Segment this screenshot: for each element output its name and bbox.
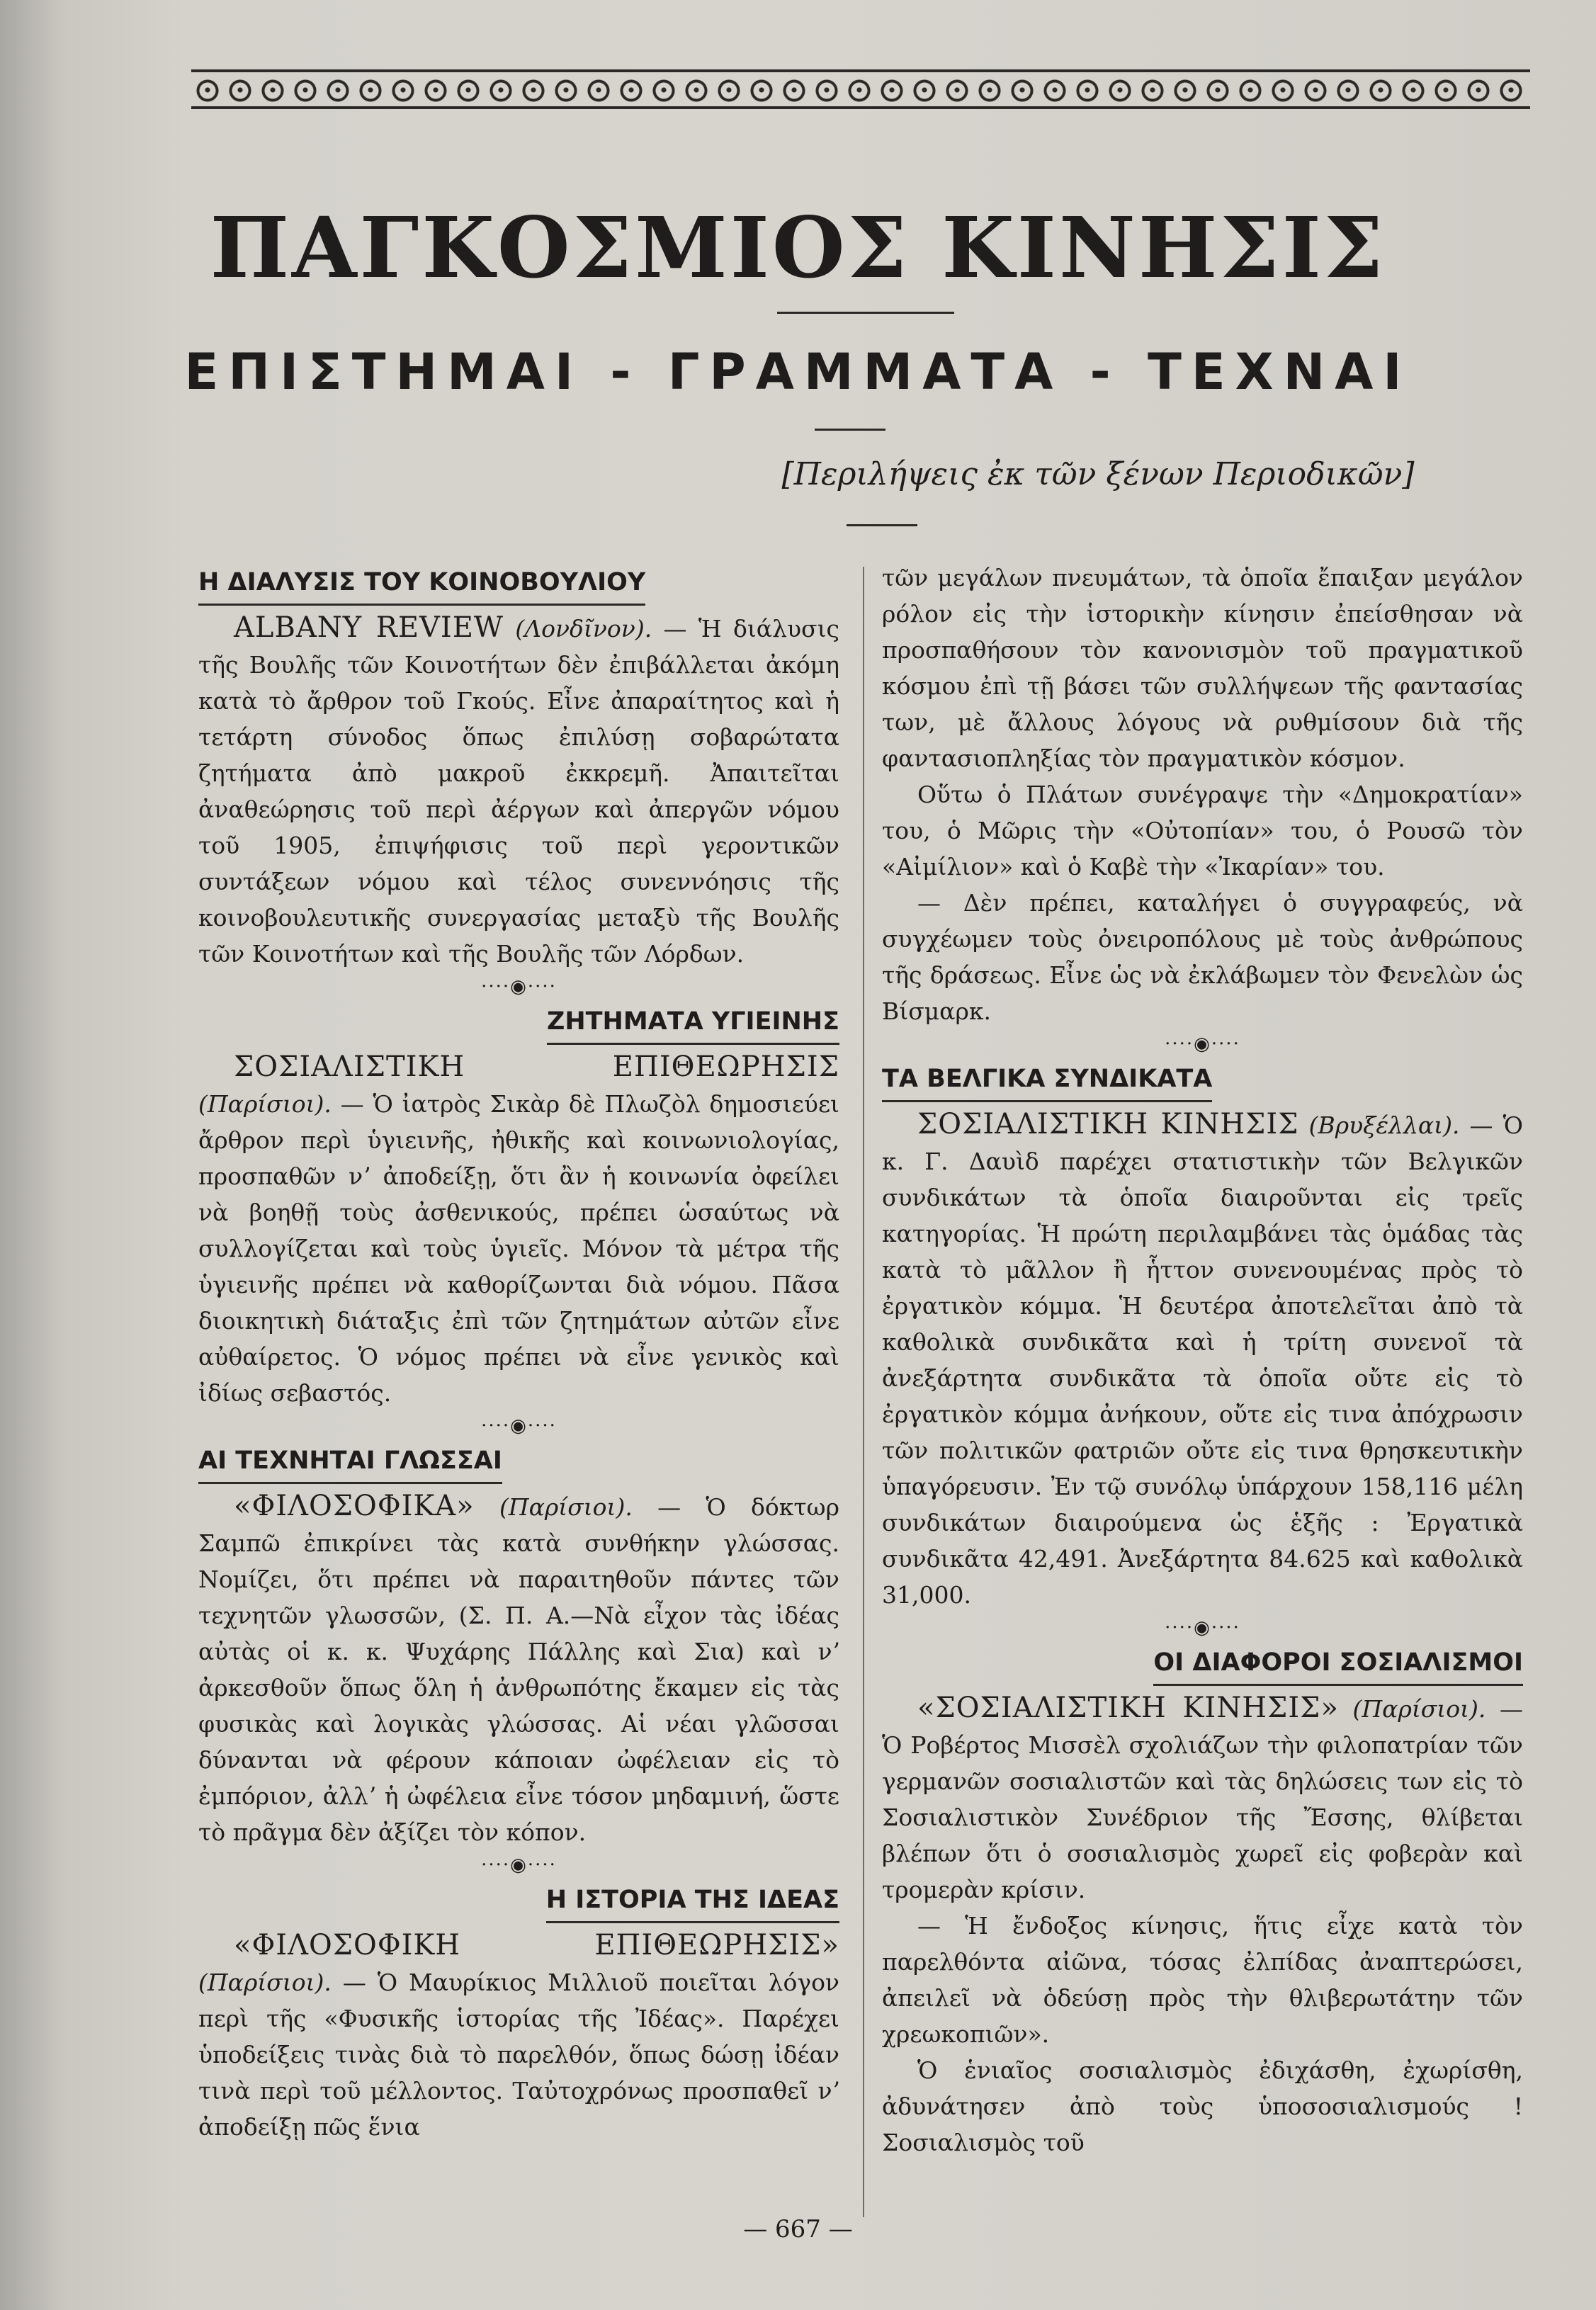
title-rule — [777, 312, 954, 314]
publication-name: ΣΟΣΙΑΛΙΣΤΙΚΗ ΕΠΙΘΕΩΡΗΣΙΣ — [234, 1051, 839, 1083]
article-body — [882, 1106, 1523, 1613]
page-number: — 667 — — [743, 2215, 853, 2243]
page-title: ΠΑΓΚΟΣΜΙΟΣ ΚΙΝΗΣΙΣ — [210, 198, 1386, 297]
article-heading: Η ΔΙΑΛΥΣΙΣ ΤΟΥ ΚΟΙΝΟΒΟΥΛΙΟΥ — [198, 564, 645, 606]
publication-name: «ΦΙΛΟΣΟΦΙΚΑ» — [234, 1490, 475, 1522]
article-body — [198, 1049, 839, 1411]
publication-place: (Λονδῖνον). — [515, 615, 652, 642]
publication-place: (Παρίσιοι). — [198, 1969, 332, 1996]
article-4 — [198, 1881, 839, 1923]
source-rule — [847, 524, 917, 526]
article-heading: ΑΙ ΤΕΧΝΗΤΑΙ ΓΛΩΣΣΑΙ — [198, 1442, 502, 1484]
article-body — [882, 1690, 1523, 1908]
article-2 — [198, 1003, 839, 1045]
ornament-divider: ····◉···· — [1165, 1034, 1240, 1055]
ornament-divider: ····◉···· — [481, 976, 557, 997]
article-text: — Ὁ κ. Γ. Δαυὶδ παρέχει στατιστικὴν τῶν Βελγικῶν συνδικάτων τὰ ὁποῖα διαιροῦνται εἰς τρεῖς κατηγορίας. Ἡ πρώτη περιλαμβάνει τὰς ὁμάδας τὰς κατὰ τὸ μᾶλλον ἢ ἧττον συνενουμένας πρὸς τὸ ἐργατικὸν κόμμα. Ἡ δευτέρα ἀποτελεῖται ἀπὸ τὰ καθολικὰ συνδικᾶτα καὶ ἡ τρίτη συνενοῖ τὰ ἀνεξάρτητα συνδικᾶτα τὰ ὁποῖα οὔτε εἰς τὸ ἐργατικὸν κόμμα ἀνήκουν, οὔτε εἰς τινα ἀπόχρωσιν τῶν πολιτικῶν φατριῶν οὔτε εἰς τινα θρησκευτικὴν ὑπαγόρευσιν. Ἐν τῷ συνόλῳ ὑπάρχουν 158,116 μέλη συνδικάτων διαιρούμενα ὡς ἑξῆς : Ἐργατικὰ συνδικᾶτα 42,491. Ἀνεξάρτητα 84.625 καὶ καθολικὰ 31,000. — [882, 1111, 1523, 1609]
publication-place: (Παρίσιοι). — [499, 1493, 633, 1521]
article-1 — [198, 564, 839, 606]
article-6 — [882, 1644, 1523, 1686]
publication-name: «ΣΟΣΙΑΛΙΣΤΙΚΗ ΚΙΝΗΣΙΣ» — [917, 1692, 1339, 1724]
ornamental-border — [191, 69, 1530, 109]
article-body — [198, 1488, 839, 1850]
publication-place: (Βρυξέλλαι). — [1308, 1111, 1460, 1139]
article-heading: ΤΑ ΒΕΛΓΙΚΑ ΣΥΝΔΙΚΑΤΑ — [882, 1060, 1212, 1102]
ornament-divider: ····◉···· — [481, 1855, 557, 1876]
publication-place: (Παρίσιοι). — [1352, 1695, 1486, 1723]
article-text: — Ὁ Μαυρίκιος Μιλλιοῦ ποιεῖται λόγον περὶ τῆς «Φυσικῆς ἱστορίας τῆς Ἰδέας». Παρέχει ὑποδείξεις τινὰς διὰ τὸ παρελθόν, ὅπως δώσῃ ἰδέαν τινὰ περὶ τοῦ μέλλοντος. Ταὐτοχρόνως προσπαθεῖ νʼ ἀποδείξῃ πῶς ἕνια — [198, 1969, 839, 2141]
article-heading: ΟΙ ΔΙΑΦΟΡΟΙ ΣΟΣΙΑΛΙΣΜΟΙ — [1153, 1644, 1523, 1686]
publication-place: (Παρίσιοι). — [198, 1090, 332, 1118]
article-body — [198, 1927, 839, 2145]
ornament-divider: ····◉···· — [481, 1415, 557, 1437]
column-divider — [863, 567, 864, 2217]
article-body — [198, 610, 839, 972]
section-subtitle: ΕΠΙΣΤΗΜΑΙ - ΓΡΑΜΜΑΤΑ - ΤΕΧΝΑΙ — [184, 343, 1412, 401]
article-paragraph: Οὕτω ὁ Πλάτων συνέγραψε τὴν «Δημοκρατίαν» του, ὁ Μῶρις τὴν «Οὐτοπίαν» του, ὁ Ρουσῶ τὸν «Αἰμίλιον» καὶ ὁ Καβὲ τὴν «Ἰκαρίαν» του. — [882, 781, 1523, 881]
article-paragraph: — Ἡ ἔνδοξος κίνησις, ἥτις εἶχε κατὰ τὸν παρελθόντα αἰῶνα, τόσας ἐλπίδας ἀναπτερώσει, ἀπειλεῖ νὰ ὁδεύσῃ πρὸς τὴν θλιβερωτάτην τῶν χρεωκοπιῶν». — [882, 1912, 1523, 2048]
article-paragraph: — Δὲν πρέπει, καταλήγει ὁ συγγραφεύς, νὰ συγχέωμεν τοὺς ὀνειροπόλους μὲ τοὺς ἀνθρώπους τῆς δράσεως. Εἶνε ὡς νὰ ἐκλάβωμεν τὸν Φενελὼν ὡς Βίσμαρκ. — [882, 889, 1523, 1025]
article-paragraph: Ὁ ἑνιαῖος σοσιαλισμὸς ἐδιχάσθη, ἐχωρίσθη, ἀδυνάτησεν ἀπὸ τοὺς ὑποσοσιαλισμούς ! Σοσιαλισμὸς τοῦ — [882, 2056, 1523, 2156]
article-text: — Ὁ Ροβέρτος Μισσὲλ σχολιάζων τὴν φιλοπατρίαν τῶν γερμανῶν σοσιαλιστῶν καὶ τὰς δηλώσεις των εἰς τὸ Σοσιαλιστικὸν Συνέδριον τῆς Ἔσσης, θλίβεται βλέπων ὅτι ὁ σοσιαλισμὸς χωρεῖ εἰς φοβερὰν καὶ τρομερὰν κρίσιν. — [882, 1695, 1523, 1903]
article-text: — Ὁ ἰατρὸς Σικὰρ δὲ Πλωζὸλ δημοσιεύει ἄρθρον περὶ ὑγιεινῆς, ἠθικῆς καὶ κοινωνιολογίας, προσπαθῶν νʼ ἀποδείξῃ, ὅτι ἂν ἡ κοινωνία ὀφείλει νὰ βοηθῇ τοὺς ἀσθενικούς, πρέπει ὡσαύτως νὰ συλλογίζεται καὶ τοὺς ὑγιεῖς. Μόνον τὰ μέτρα τῆς ὑγιεινῆς πρέπει νὰ καθορίζωνται διὰ νόμου. Πᾶσα διοικητικὴ διάταξις ἐπὶ τῶν ζητημάτων αὐτῶν εἶνε αὐθαίρετος. Ὁ νόμος πρέπει νὰ εἶνε γενικὸς καὶ ἰδίως σεβαστός. — [198, 1090, 839, 1407]
article-3 — [198, 1442, 839, 1484]
article-text: — Ἡ διάλυσις τῆς Βουλῆς τῶν Κοινοτήτων δὲν ἐπιβάλλεται ἀκόμη κατὰ τὸ ἄρθρον τοῦ Γκούς. Εἶνε ἀπαραίτητος καὶ ἡ τετάρτη σύνοδος ὅπως ἐπιλύσῃ σοβαρώτατα ζητήματα ἀπὸ μακροῦ ἐκκρεμῆ. Ἀπαιτεῖται ἀναθεώρησις τοῦ περὶ ἀέργων καὶ ἀπεργῶν νόμου τοῦ 1905, ἐπιψήφισις τοῦ περὶ γεροντικῶν συντάξεων νόμου καὶ τέλος συνεννόησις τῆς κοινοβουλευτικῆς συνεργασίας μεταξὺ τῆς Βουλῆς τῶν Κοινοτήτων καὶ τῆς Βουλῆς τῶν Λόρδων. — [198, 615, 839, 968]
article-5 — [882, 1060, 1523, 1102]
publication-name: ALBANY REVIEW — [234, 611, 504, 644]
publication-name: «ΦΙΛΟΣΟΦΙΚΗ ΕΠΙΘΕΩΡΗΣΙΣ» — [234, 1929, 839, 1961]
article-text: — Ὁ δόκτωρ Σαμπῶ ἐπικρίνει τὰς κατὰ συνθήκην γλώσσας. Νομίζει, ὅτι πρέπει νὰ παραιτηθοῦν πάντες τῶν τεχνητῶν γλωσσῶν, (Σ. Π. Α.—Νὰ εἶχον τὰς ἰδέας αὐτὰς οἱ κ. κ. Ψυχάρης Πάλλης καὶ Σια) καὶ νʼ ἀρκεσθοῦν ὅπως ὅλη ἡ ἀνθρωπότης ἔκαμεν εἰς τὰς φυσικὰς καὶ λογικὰς γλώσσας. Αἱ νέαι γλῶσσαι δύνανται νὰ φέρουν κάποιαν ὠφέλειαν εἰς τὸ ἐμπόριον, ἀλλʼ ἡ ὠφέλεια εἶνε τόσον μηδαμινή, ὥστε τὸ πρᾶγμα δὲν ἀξίζει τὸν κόπον. — [198, 1493, 839, 1846]
article-continuation: τῶν μεγάλων πνευμάτων, τὰ ὁποῖα ἔπαιξαν μεγάλον ρόλον εἰς τὴν ἱστορικὴν κίνησιν ἐπείσθησαν νὰ προσπαθήσουν τὸν κανονισμὸν τοῦ πραγματικοῦ κόσμου ἐπὶ τῇ βάσει τῶν συλλήψεων τῆς φαντασίας των, μὲ ἄλλους λόγους νὰ ρυθμίσουν διὰ τῆς φαντασιοπληξίας τὸν πραγματικὸν κόσμον. — [882, 564, 1523, 772]
left-column — [198, 560, 839, 2145]
article-heading: ΖΗΤΗΜΑΤΑ ΥΓΙΕΙΝΗΣ — [547, 1003, 839, 1045]
ornament-divider: ····◉···· — [1165, 1617, 1240, 1638]
publication-name: ΣΟΣΙΑΛΙΣΤΙΚΗ ΚΙΝΗΣΙΣ — [917, 1108, 1299, 1140]
source-note: [Περιλήψεις ἐκ τῶν ξένων Περιοδικῶν] — [781, 456, 1415, 492]
subtitle-rule — [815, 429, 885, 431]
right-column — [882, 560, 1523, 2161]
article-heading: Η ΙΣΤΟΡΙΑ ΤΗΣ ΙΔΕΑΣ — [546, 1881, 839, 1923]
